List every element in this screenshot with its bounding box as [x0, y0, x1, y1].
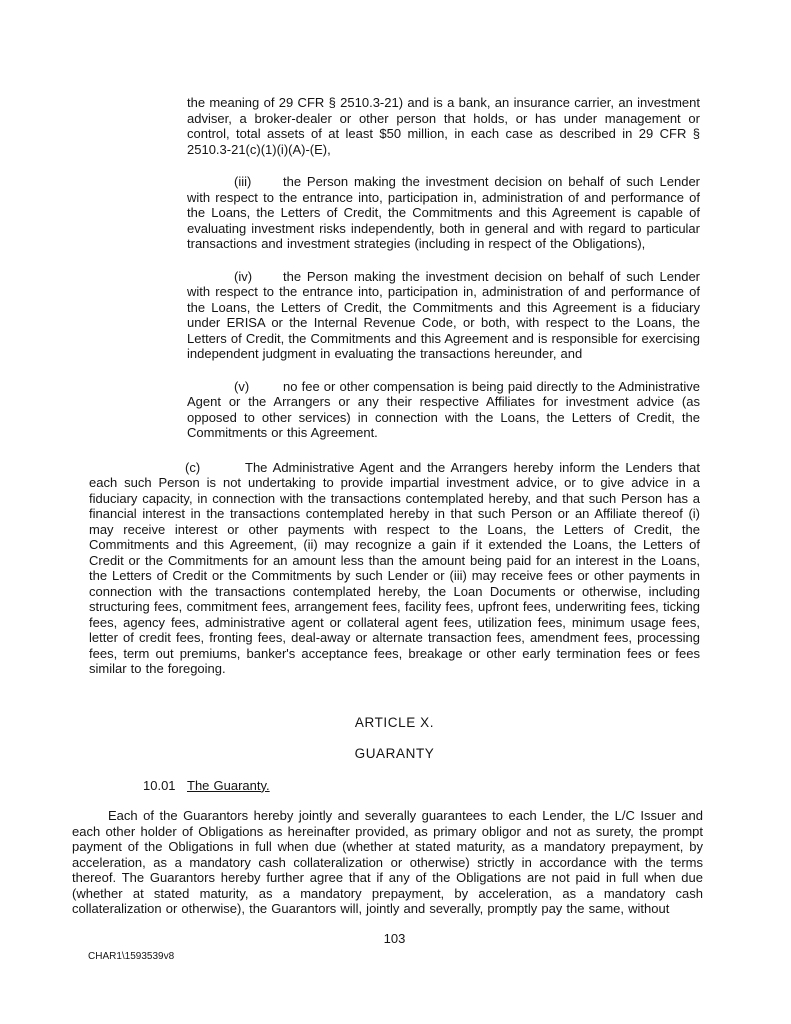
section-heading	[143, 778, 700, 794]
clause-iii-paragraph	[187, 174, 700, 252]
continuation-paragraph: the meaning of 29 CFR § 2510.3-21) and is a bank, an insurance carrier, an investment adviser, a broker-dealer or other person that holds, or has under management or control, total assets of at least $50 million, in each case as described in 29 CFR § 2510.3-21(c)(1)(i)(A)-(E),	[187, 95, 700, 157]
clause-c-paragraph	[89, 460, 700, 677]
document-body	[72, 95, 703, 917]
clause-iii-label: (iii)	[234, 174, 252, 189]
clause-iv-label: (iv)	[234, 268, 253, 284]
clause-iv-paragraph	[187, 269, 700, 362]
clause-v-text: no fee or other compensation is being paid directly to the Administrative Agent or the Arrangers or any their respective Affiliates for investment advice (as opposed to other services) in connection with the Loans, the Letters of Credit, the Commitments or this Agreement.	[187, 378, 700, 440]
clause-iii-text: the Person making the investment decision on behalf of such Lender with respect to the entrance into, participation in, administration of and performance of the Loans, the Letters of Credit, the Commitments and this Agreement is capable of evaluating investment risks independently, both in general and with regard to particular transactions and investment strategies (including in respect of the Obligations),	[187, 174, 700, 251]
document-footer-reference: CHAR1\1593539v8	[88, 951, 175, 962]
article-title: GUARANTY	[354, 746, 435, 761]
guaranty-paragraph: Each of the Guarantors hereby jointly and severally guarantees to each Lender, the L/C Issuer and each other holder of Obligations as hereinafter provided, as primary obligor and not as surety, the prompt payment of the Obligations in full when due (whether at stated maturity, as a mandatory prepayment, by acceleration, as a mandatory cash collateralization or otherwise) strictly in accordance with the terms thereof. The Guarantors hereby further agree that if any of the Obligations are not paid in full when due (whether at stated maturity, as a mandatory prepayment, by acceleration, as a mandatory cash collateralization or otherwise), the Guarantors will, jointly and severally, promptly pay the same, without	[72, 808, 703, 916]
clause-v-label: (v)	[234, 378, 250, 394]
section-number: 10.01	[143, 777, 176, 793]
clause-c-label: (c)	[185, 459, 201, 475]
clause-iv-text: the Person making the investment decision on behalf of such Lender with respect to the entrance into, participation in, administration of and performance of the Loans, the Letters of Credit, the Commitments and this Agreement is a fiduciary under ERISA or the Internal Revenue Code, or both, with respect to the Loans, the Letters of Credit, the Commitments and this Agreement and is responsible for exercising independent judgment in evaluating the transactions hereunder, and	[187, 268, 700, 361]
article-heading: ARTICLE X.	[354, 714, 435, 730]
page-number: 103	[383, 931, 406, 946]
clause-c-text: The Administrative Agent and the Arrangers hereby inform the Lenders that each such Person is not undertaking to provide impartial investment advice, or to give advice in a fiduciary capacity, in connection with the transactions contemplated hereby, and that such Person has a financial interest in the transactions contemplated hereby in that such Person or an Affiliate thereof (i) may receive interest or other payments with respect to the Loans, the Letters of Credit, the Commitments and this Agreement, (ii) may recognize a gain if it extended the Loans, the Letters of Credit or the Commitments for an amount less than the amount being paid for an interest in the Loans, the Letters of Credit or the Commitments by such Lender or (iii) may receive fees or other payments in connection with the transactions contemplated hereby, the Loan Documents or otherwise, including structuring fees, commitment fees, arrangement fees, facility fees, upfront fees, underwriting fees, ticking fees, agency fees, administrative agent or collateral agent fees, utilization fees, minimum usage fees, letter of credit fees, fronting fees, deal-away or alternate transaction fees, amendment fees, processing fees, term out premiums, banker's acceptance fees, breakage or other early termination fees or fees similar to the foregoing.	[89, 459, 700, 676]
section-title: The Guaranty.	[187, 777, 270, 793]
clause-v-paragraph	[187, 379, 700, 441]
